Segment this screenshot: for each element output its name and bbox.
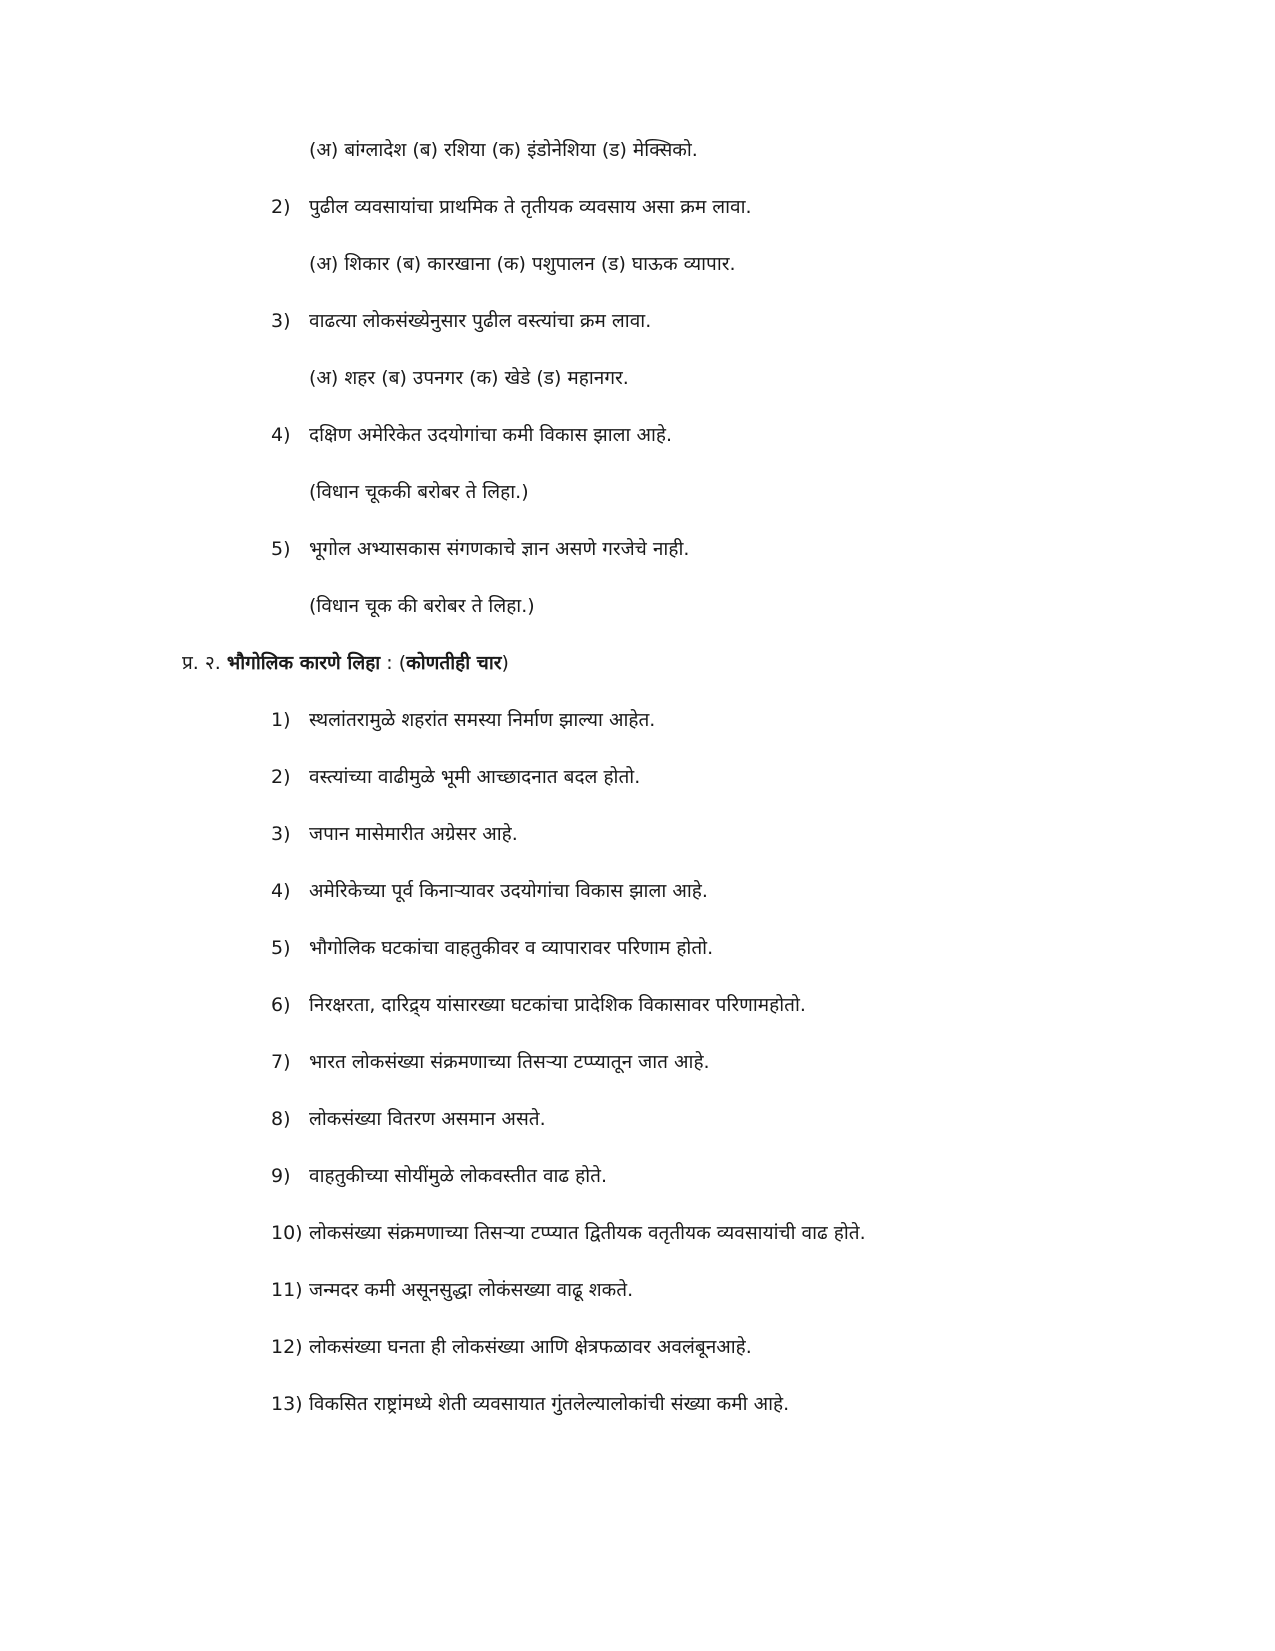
question-heading bbox=[182, 650, 509, 676]
list-item-number: 8) bbox=[271, 1108, 291, 1130]
question-title: भौगोलिक कारणे लिहा bbox=[226, 652, 381, 674]
list-item-text: स्थलांतरामुळे शहरांत समस्या निर्माण झाल्या आहेत. bbox=[309, 709, 656, 731]
list-item-number: 10) bbox=[271, 1222, 303, 1244]
list-item-text: (अ) शिकार (ब) कारखाना (क) पशुपालन (ड) घाऊक व्यापार. bbox=[309, 253, 736, 275]
list-item-number: 6) bbox=[271, 994, 291, 1016]
question-number: प्र. २. bbox=[182, 652, 227, 674]
list-item-number: 13) bbox=[271, 1393, 303, 1415]
list-item-number: 4) bbox=[271, 880, 291, 902]
list-item-text: वाढत्या लोकसंख्येनुसार पुढील वस्त्यांचा क्रम लावा. bbox=[309, 310, 652, 332]
list-item-text: दक्षिण अमेरिकेत उदयोगांचा कमी विकास झाला आहे. bbox=[309, 424, 672, 446]
list-item-number: 11) bbox=[271, 1279, 303, 1301]
heading-close: ) bbox=[501, 652, 509, 674]
list-item-number: 1) bbox=[271, 709, 291, 731]
list-item-number: 7) bbox=[271, 1051, 291, 1073]
list-item-text: (अ) शहर (ब) उपनगर (क) खेडे (ड) महानगर. bbox=[309, 367, 629, 389]
list-item-number: 9) bbox=[271, 1165, 291, 1187]
list-item-text: भौगोलिक घटकांचा वाहतुकीवर व व्यापारावर परिणाम होतो. bbox=[309, 937, 714, 959]
list-item-number: 5) bbox=[271, 538, 291, 560]
list-item-text: (अ) बांग्लादेश (ब) रशिया (क) इंडोनेशिया (ड) मेक्सिको. bbox=[309, 139, 698, 161]
list-item-text: लोकसंख्या वितरण असमान असते. bbox=[309, 1108, 546, 1130]
list-item-number: 3) bbox=[271, 823, 291, 845]
list-item-text: विकसित राष्ट्रांमध्ये शेती व्यवसायात गुंतलेल्यालोकांची संख्या कमी आहे. bbox=[309, 1393, 790, 1415]
list-item-text: लोकसंख्या घनता ही लोकसंख्या आणि क्षेत्रफळावर अवलंबूनआहे. bbox=[309, 1336, 752, 1358]
list-item-text: लोकसंख्या संक्रमणाच्या तिसऱ्या टप्प्यात द्वितीयक वतृतीयक व्यवसायांची वाढ होते. bbox=[309, 1222, 866, 1244]
list-item-text: वस्त्यांच्या वाढीमुळे भूमी आच्छादनात बदल होतो. bbox=[309, 766, 641, 788]
list-item-number: 12) bbox=[271, 1336, 303, 1358]
list-item-text: निरक्षरता, दारिद्र्य यांसारख्या घटकांचा प्रादेशिक विकासावर परिणामहोतो. bbox=[309, 994, 806, 1016]
list-item-text: पुढील व्यवसायांचा प्राथमिक ते तृतीयक व्यवसाय असा क्रम लावा. bbox=[309, 196, 752, 218]
heading-separator: : ( bbox=[380, 652, 407, 674]
list-item-text: जन्मदर कमी असूनसुद्धा लोकंसख्या वाढू शकते. bbox=[309, 1279, 634, 1301]
list-item-text: जपान मासेमारीत अग्रेसर आहे. bbox=[309, 823, 518, 845]
list-item-number: 3) bbox=[271, 310, 291, 332]
list-item-number: 2) bbox=[271, 766, 291, 788]
list-item-text: अमेरिकेच्या पूर्व किनाऱ्यावर उदयोगांचा विकास झाला आहे. bbox=[309, 880, 708, 902]
list-item-text: वाहतुकीच्या सोयींमुळे लोकवस्तीत वाढ होते. bbox=[309, 1165, 608, 1187]
list-item-text: भारत लोकसंख्या संक्रमणाच्या तिसऱ्या टप्प्यातून जात आहे. bbox=[309, 1051, 710, 1073]
list-item-number: 5) bbox=[271, 937, 291, 959]
list-item-text: भूगोल अभ्यासकास संगणकाचे ज्ञान असणे गरजेचे नाही. bbox=[309, 538, 690, 560]
list-item-text: (विधान चूककी बरोबर ते लिहा.) bbox=[309, 481, 529, 503]
list-item-number: 2) bbox=[271, 196, 291, 218]
list-item-text: (विधान चूक की बरोबर ते लिहा.) bbox=[309, 595, 535, 617]
question-choice: कोणतीही चार bbox=[406, 652, 502, 674]
list-item-number: 4) bbox=[271, 424, 291, 446]
